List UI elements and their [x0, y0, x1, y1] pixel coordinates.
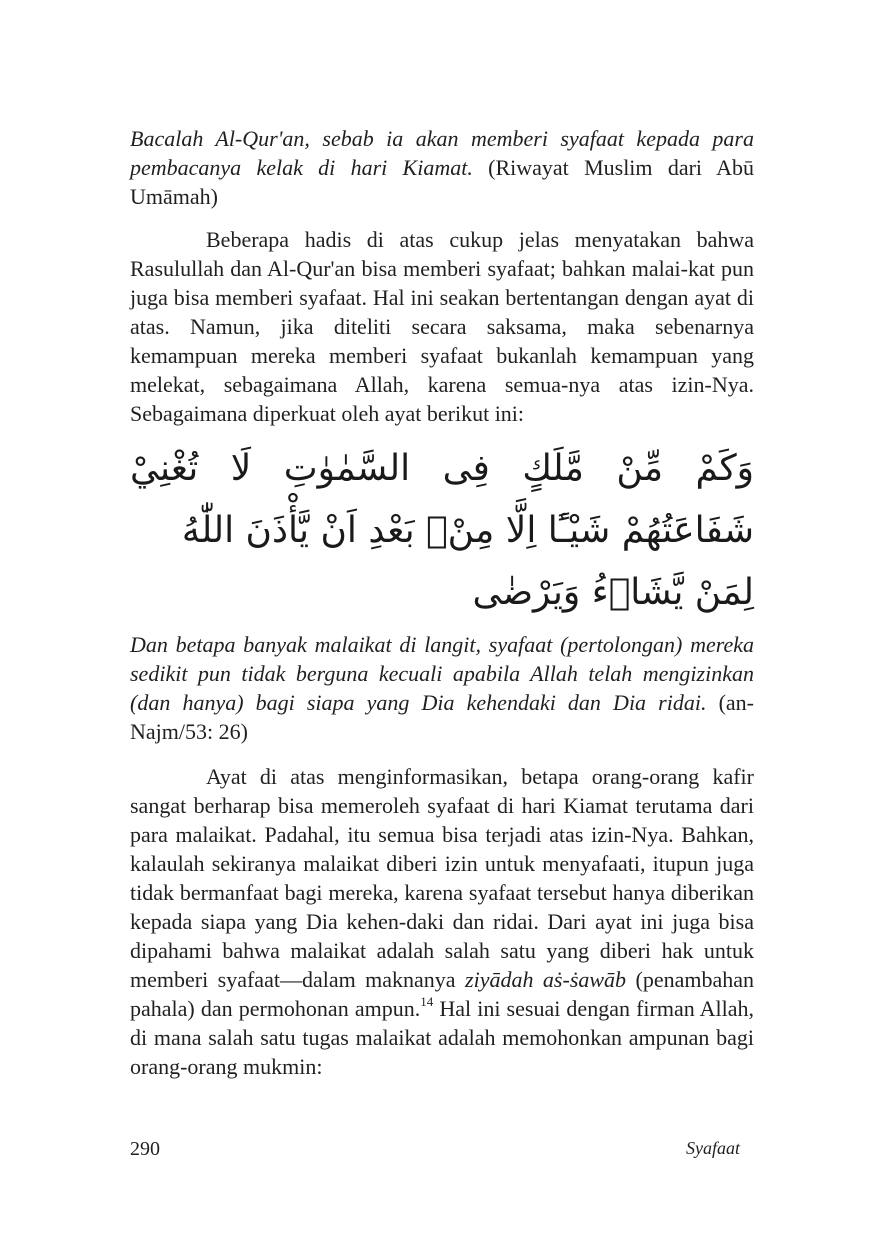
explanation-part-2: (penambahan pahala) dan permohonan ampun. — [130, 967, 755, 1021]
hadith-quote — [130, 124, 754, 211]
arabic-verse-line-1: وَكَمْ مِّنْ مَّلَكٍ فِى السَّمٰوٰتِ لَا تُغْنِيْ شَفَاعَتُهُمْ شَيْـًٔا اِلَّا مِنْۢ بَعْدِ اَنْ يَّأْذَنَ اللّٰهُ — [130, 448, 754, 551]
page-body — [130, 124, 754, 1081]
verse-citation: (an-Najm/53: 26) — [130, 690, 754, 744]
explanation-part-1: Ayat di atas menginformasikan, betapa orang-orang kafir sangat berharap bisa memeroleh syafaat di hari Kiamat terutama dari para malaikat. Padahal, itu semua bisa terjadi atas izin-Nya. Bahkan, kalaulah sekiranya malaikat diberi izin untuk menyafaati, itupun juga tidak bermanfaat bagi mereka, karena syafaat tersebut hanya diberikan kepada siapa yang Dia kehen-daki dan ridai. Dari ayat ini juga bisa dipahami bahwa malaikat adalah salah satu yang diberi hak untuk memberi syafaat—dalam maknanya — [130, 764, 754, 992]
arabic-term: ziyādah aṡ-ṡawāb — [465, 967, 627, 992]
paragraph-intro: Beberapa hadis di atas cukup jelas menyatakan bahwa Rasulullah dan Al-Qur'an bisa memberi syafaat; bahkan malai-kat pun juga bisa memberi syafaat. Hal ini seakan bertentangan dengan ayat di atas. Namun, jika diteliti secara saksama, maka sebenarnya kemampuan mereka memberi syafaat bukanlah kemampuan yang melekat, sebagaimana Allah, karena semua-nya atas izin-Nya. Sebagaimana diperkuat oleh ayat berikut ini: — [130, 227, 754, 426]
verse-translation-text: Dan betapa banyak malaikat di langit, syafaat (pertolongan) mereka sedikit pun tidak berguna kecuali apabila Allah telah mengizinkan (dan hanya) bagi siapa yang Dia kehendaki dan Dia ridai. — [130, 632, 754, 715]
running-title: Syafaat — [686, 1138, 740, 1158]
arabic-verse — [130, 438, 754, 624]
explanation-part-3: Hal ini sesuai dengan firman Allah, di mana salah satu tugas malaikat adalah memohonkan ampunan bagi orang-orang mukmin: — [130, 996, 755, 1079]
page-footer — [130, 1138, 740, 1164]
hadith-quote-text: Bacalah Al-Qur'an, sebab ia akan memberi syafaat kepada para pembacanya kelak di hari Kiamat. — [130, 126, 754, 180]
footnote-reference[interactable]: 14 — [420, 993, 434, 1009]
verse-translation — [130, 630, 754, 746]
paragraph-explanation — [130, 762, 754, 1081]
arabic-verse-line-2: لِمَنْ يَّشَاۤءُ وَيَرْضٰى — [472, 572, 754, 613]
hadith-citation: (Riwayat Muslim dari Abū Umāmah) — [130, 155, 754, 209]
page-number: 290 — [130, 1138, 160, 1160]
